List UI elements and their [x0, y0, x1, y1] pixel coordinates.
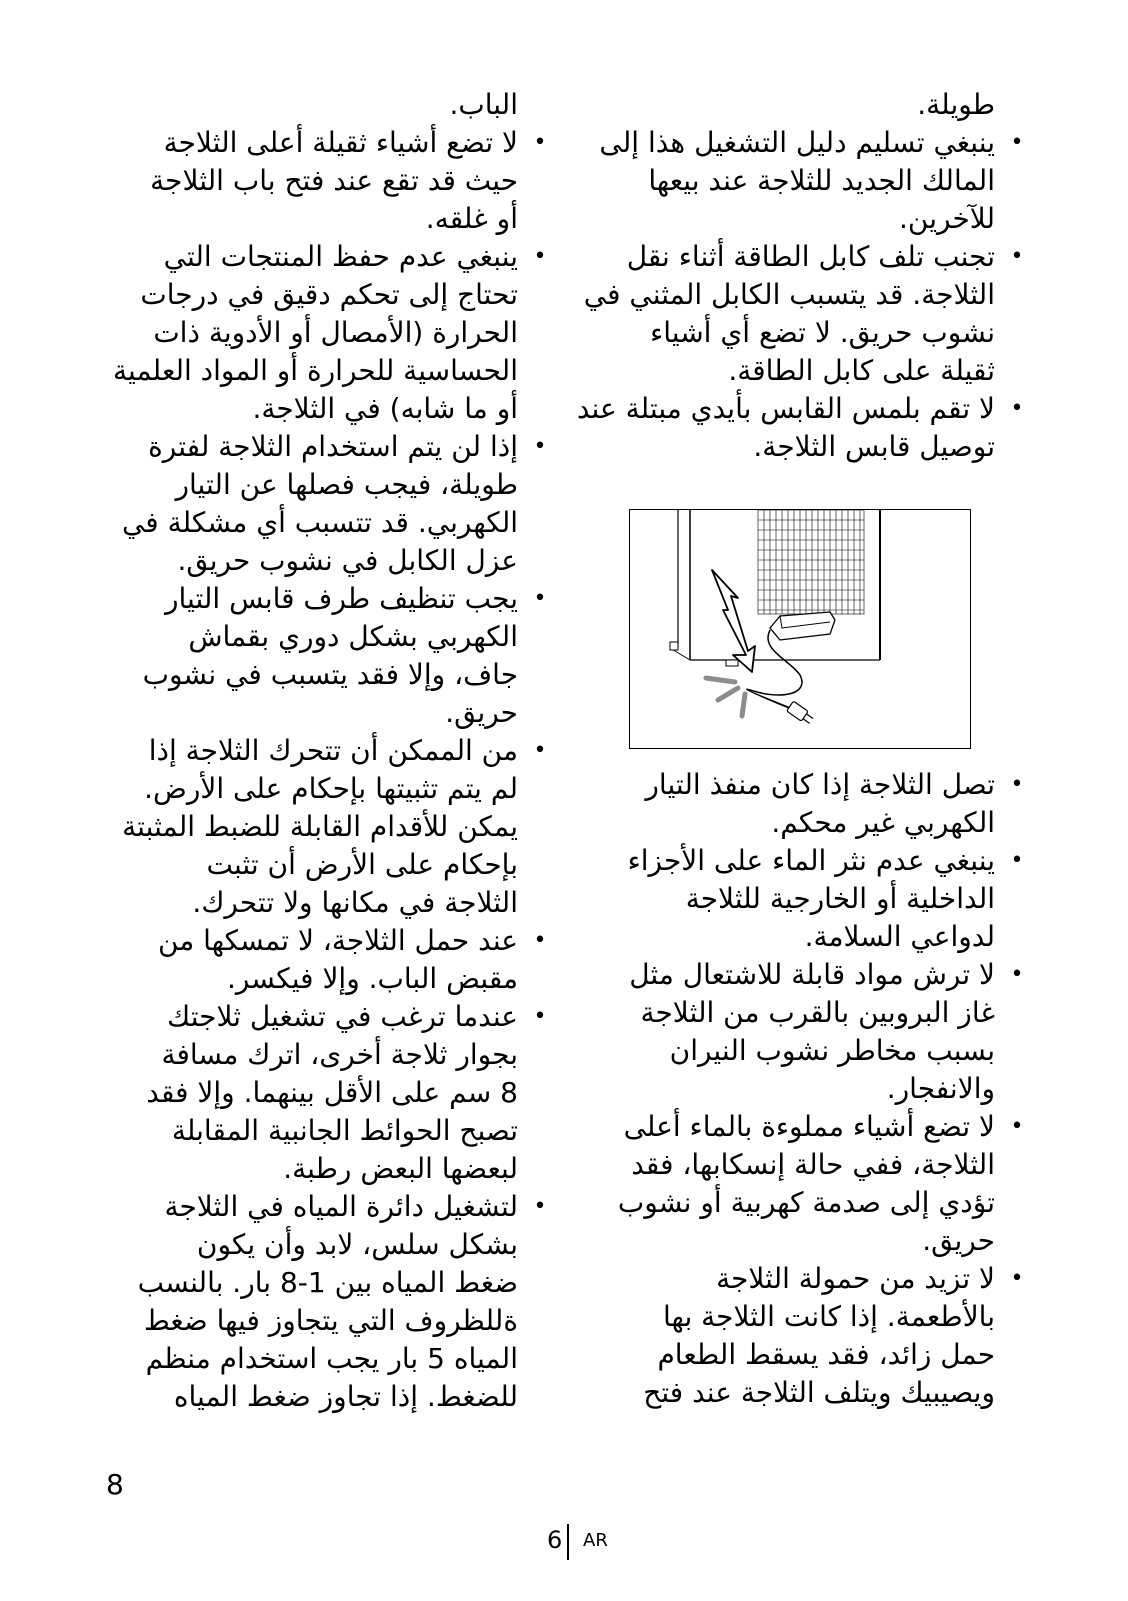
text-line: يمكن للأقدام القابلة للضبط المثبتة	[122, 810, 518, 843]
list-item	[98, 998, 518, 1188]
text-line: بإحكام على الأرض أن تثبت	[206, 848, 518, 881]
bullet-icon	[530, 732, 550, 770]
intro-line: الباب.	[449, 88, 518, 121]
text-line: المياه 5 بار يجب استخدام منظم	[145, 1342, 518, 1375]
page-number: 6	[547, 1526, 563, 1554]
list-item	[98, 1188, 518, 1416]
list-item	[98, 238, 518, 428]
intro-line: طويلة.	[917, 88, 995, 121]
list-item	[98, 732, 518, 922]
text-line: بجوار ثلاجة أخرى، اترك مسافة	[161, 1038, 518, 1071]
bullet-icon	[530, 922, 550, 960]
text-line: جاف، وإلا فقد يتسبب في نشوب	[142, 658, 518, 691]
text-line: لا ترش مواد قابلة للاشتعال مثل	[629, 958, 995, 991]
text-line: تصبح الحوائط الجانبية المقابلة	[171, 1114, 518, 1147]
text-line: للآخرين.	[898, 202, 995, 235]
text-line: حريق.	[445, 696, 518, 729]
left-column	[98, 86, 518, 1416]
text-line: الكهربي غير محكم.	[771, 806, 995, 839]
text-line: الثلاجة في مكانها ولا تتحرك.	[192, 886, 518, 919]
list-item	[575, 956, 995, 1108]
footer-divider	[567, 1524, 569, 1560]
list-item	[575, 842, 995, 956]
text-line: ينبغي عدم نثر الماء على الأجزاء	[627, 844, 995, 877]
text-line: نشوب حريق. لا تضع أي أشياء	[650, 316, 995, 349]
list-item	[575, 766, 995, 842]
list-item	[575, 390, 995, 466]
bullet-icon	[1007, 1108, 1027, 1146]
text-line: 8 سم على الأقل بينهما. وإلا فقد	[146, 1076, 518, 1109]
list-item	[98, 922, 518, 998]
text-line: ضغط المياه بين 1-8 بار. بالنسب	[137, 1266, 518, 1299]
text-line: الثلاجة. قد يتسبب الكابل المثني في	[583, 278, 995, 311]
text-line: عزل الكابل في نشوب حريق.	[177, 544, 518, 577]
text-line: تصل الثلاجة إذا كان منفذ التيار	[645, 768, 995, 801]
text-line: المالك الجديد للثلاجة عند بيعها	[648, 164, 995, 197]
text-line: تؤدي إلى صدمة كهربية أو نشوب	[617, 1186, 995, 1219]
bullet-icon	[530, 998, 550, 1036]
bullet-icon	[1007, 390, 1027, 428]
bullet-icon	[1007, 1260, 1027, 1298]
list-item	[575, 1108, 995, 1260]
text-line: توصيل قابس الثلاجة.	[753, 430, 995, 463]
text-line: ثقيلة على كابل الطاقة.	[728, 354, 995, 387]
list-item	[575, 238, 995, 390]
bullet-icon	[530, 580, 550, 618]
text-line: ينبغي عدم حفظ المنتجات التي	[163, 240, 518, 273]
text-line: الكهربي. قد تتسبب أي مشكلة في	[121, 506, 518, 539]
text-line: لدواعي السلامة.	[804, 920, 995, 953]
text-line: أو غلقه.	[425, 202, 518, 235]
bullet-icon	[1007, 956, 1027, 994]
page-footer	[520, 1524, 720, 1564]
text-line: الداخلية أو الخارجية للثلاجة	[685, 882, 995, 915]
list-item	[575, 124, 995, 238]
text-line: غاز البروبين بالقرب من الثلاجة	[640, 996, 995, 1029]
text-line: حريق.	[922, 1224, 995, 1257]
bullet-icon	[1007, 238, 1027, 276]
text-line: لا تضع أشياء ثقيلة أعلى الثلاجة	[163, 126, 518, 159]
text-line: الكهربي بشكل دوري بقماش	[188, 620, 518, 653]
language-code: AR	[583, 1530, 608, 1551]
bullet-icon	[1007, 842, 1027, 880]
text-line: أو ما شابه) في الثلاجة.	[252, 392, 518, 425]
text-line: تحتاج إلى تحكم دقيق في درجات	[140, 278, 518, 311]
text-line: الحساسية للحرارة أو المواد العلمية	[113, 354, 518, 387]
text-line: لبعضها البعض رطبة.	[283, 1152, 518, 1185]
text-line: ويصيبيك ويتلف الثلاجة عند فتح	[643, 1376, 995, 1409]
bullet-icon	[530, 428, 550, 466]
bullet-icon	[530, 124, 550, 162]
text-line: حمل زائد، فقد يسقط الطعام	[657, 1338, 995, 1371]
list-item	[98, 580, 518, 732]
bullet-icon	[1007, 124, 1027, 162]
text-line: للضغط. إذا تجاوز ضغط المياه	[173, 1380, 518, 1413]
text-line: بشكل سلس، لابد وأن يكون	[196, 1228, 518, 1261]
text-line: إذا لن يتم استخدام الثلاجة لفترة	[148, 430, 518, 463]
text-line: ةللظروف التي يتجاوز فيها ضغط	[143, 1304, 518, 1337]
text-line: بالأطعمة. إذا كانت الثلاجة بها	[663, 1300, 995, 1333]
text-line: لا تقم بلمس القابس بأيدي مبتلة عند	[576, 392, 995, 425]
text-line: طويلة، فيجب فصلها عن التيار	[175, 468, 518, 501]
fridge-plug-warning-icon	[630, 510, 970, 748]
list-item	[98, 428, 518, 580]
text-line: لم يتم تثبيتها بإحكام على الأرض.	[144, 772, 518, 805]
text-line: عند حمل الثلاجة، لا تمسكها من	[157, 924, 518, 957]
bullet-icon	[530, 1188, 550, 1226]
text-line: عندما ترغب في تشغيل ثلاجتك	[167, 1000, 518, 1033]
trailing-number: 8	[106, 1468, 124, 1501]
text-line: من الممكن أن تتحرك الثلاجة إذا	[148, 734, 518, 767]
text-line: ينبغي تسليم دليل التشغيل هذا إلى	[599, 126, 995, 159]
text-line: لا تزيد من حمولة الثلاجة	[716, 1262, 995, 1295]
text-line: يجب تنظيف طرف قابس التيار	[164, 582, 518, 615]
text-line: لتشغيل دائرة المياه في الثلاجة	[164, 1190, 518, 1223]
text-line: الحرارة (الأمصال أو الأدوية ذات	[153, 316, 518, 349]
text-line: لا تضع أشياء مملوءة بالماء أعلى	[623, 1110, 995, 1143]
text-line: تجنب تلف كابل الطاقة أثناء نقل	[626, 240, 995, 273]
right-column	[575, 86, 995, 1412]
list-item	[98, 124, 518, 238]
list-item	[575, 1260, 995, 1412]
text-line: والانفجار.	[886, 1072, 995, 1105]
bullet-icon	[530, 238, 550, 276]
text-line: حيث قد تقع عند فتح باب الثلاجة	[150, 164, 518, 197]
bullet-icon	[1007, 766, 1027, 804]
text-line: الثلاجة، ففي حالة إنسكابها، فقد	[631, 1148, 995, 1181]
fridge-plug-illustration	[629, 509, 971, 749]
text-line: بسبب مخاطر نشوب النيران	[669, 1034, 995, 1067]
text-line: مقبض الباب. وإلا فيكسر.	[226, 962, 518, 995]
